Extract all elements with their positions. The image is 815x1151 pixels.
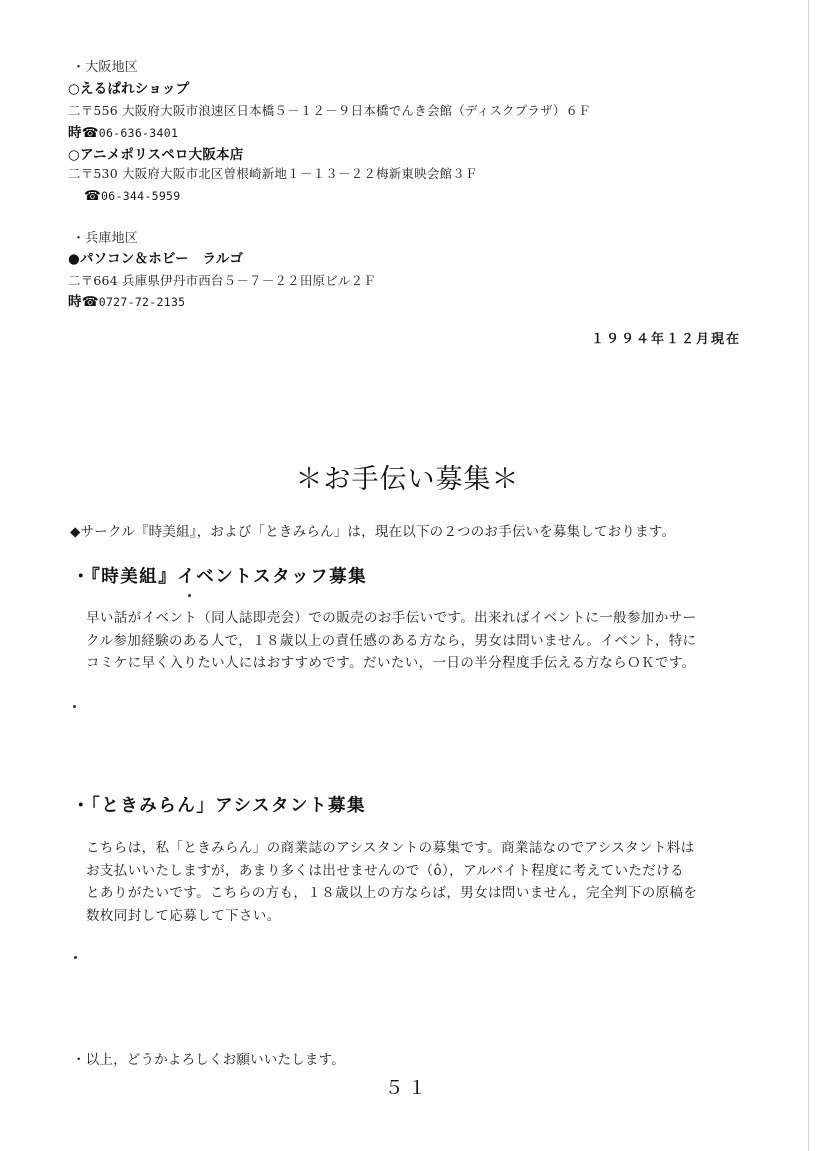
- phone-prefix: ☎: [84, 188, 102, 204]
- phone-number: 06-636-3401: [98, 126, 179, 140]
- phone-number: 06-344-5959: [101, 189, 181, 203]
- closing-line: ・以上，どうかよろしくお願いいたします。: [72, 1052, 345, 1068]
- shop-phone-largo: [68, 294, 185, 311]
- section-heading-assistant: ・「ときみらん」アシスタント募集: [72, 796, 367, 816]
- speck-mark: [73, 705, 76, 708]
- shop-address-elpare: 二〒556 大阪府大阪市浪速区日本橋５－１２－９日本橋でんき会館（ディスクプラザ）６Ｆ: [68, 103, 591, 118]
- speck-mark: [74, 956, 77, 959]
- assistant-line-1: こちらは，私「ときみらん」の商業誌のアシスタントの募集です。商業誌なのでアシスタント料は: [86, 840, 695, 856]
- shop-phone-animepolis: [84, 188, 181, 205]
- region-hyogo-label: ・兵庫地区: [72, 231, 139, 246]
- shop-name-elpare: ○えるぱれショップ: [68, 81, 190, 97]
- region-osaka-label: ・大阪地区: [72, 60, 139, 75]
- assistant-line-4: 数枚同封して応募して下さい。: [86, 908, 281, 924]
- event-staff-line-1: 早い話がイベント（同人誌即売会）での販売のお手伝いです。出来ればイベントに一般参加かサー: [86, 610, 697, 626]
- phone-number: 0727-72-2135: [98, 295, 186, 309]
- section-heading-event-staff: ・『時美組』イベントスタッフ募集: [72, 567, 368, 587]
- phone-prefix: 時☎: [68, 125, 99, 141]
- assistant-line-2: お支払いいたしますが，あまり多くは出せませんので（ô），アルバイト程度に考えていただける: [86, 863, 684, 879]
- speck-mark: [188, 594, 191, 597]
- recruit-title: ＊お手伝い募集＊: [295, 464, 520, 495]
- page-edge-line: [808, 0, 809, 1151]
- shop-address-largo: 二〒664 兵庫県伊丹市西台５－７－２２田原ビル２Ｆ: [68, 273, 377, 288]
- assistant-line-3: とありがたいです。こちらの方も，１８歳以上の方ならば，男女は問いません，完全判下の原稿を: [86, 885, 698, 901]
- shop-phone-elpare: [68, 125, 178, 142]
- phone-prefix: 時☎: [68, 294, 99, 310]
- shop-name-largo: ●パソコン＆ホビー ラルゴ: [68, 251, 244, 267]
- as-of-date: １９９４年１２月現在: [590, 332, 741, 347]
- shop-name-animepolis: ○アニメポリスペロ大阪本店: [68, 147, 244, 163]
- shop-address-animepolis: 二〒530 大阪府大阪市北区曽根崎新地１－１３－２２梅新東映会館３Ｆ: [68, 166, 478, 181]
- event-staff-line-2: クル参加経験のある人で，１８歳以上の責任感のある方なら，男女は問いません。イベント，特に: [86, 633, 697, 649]
- event-staff-line-3: コミケに早く入りたい人にはおすすめです。だいたい，一日の半分程度手伝える方ならＯＫです。: [86, 655, 696, 671]
- recruit-intro: ◆サークル『時美組』，および「ときみらん」は，現在以下の２つのお手伝いを募集しております。: [70, 524, 676, 540]
- page-number: ５１: [384, 1077, 431, 1099]
